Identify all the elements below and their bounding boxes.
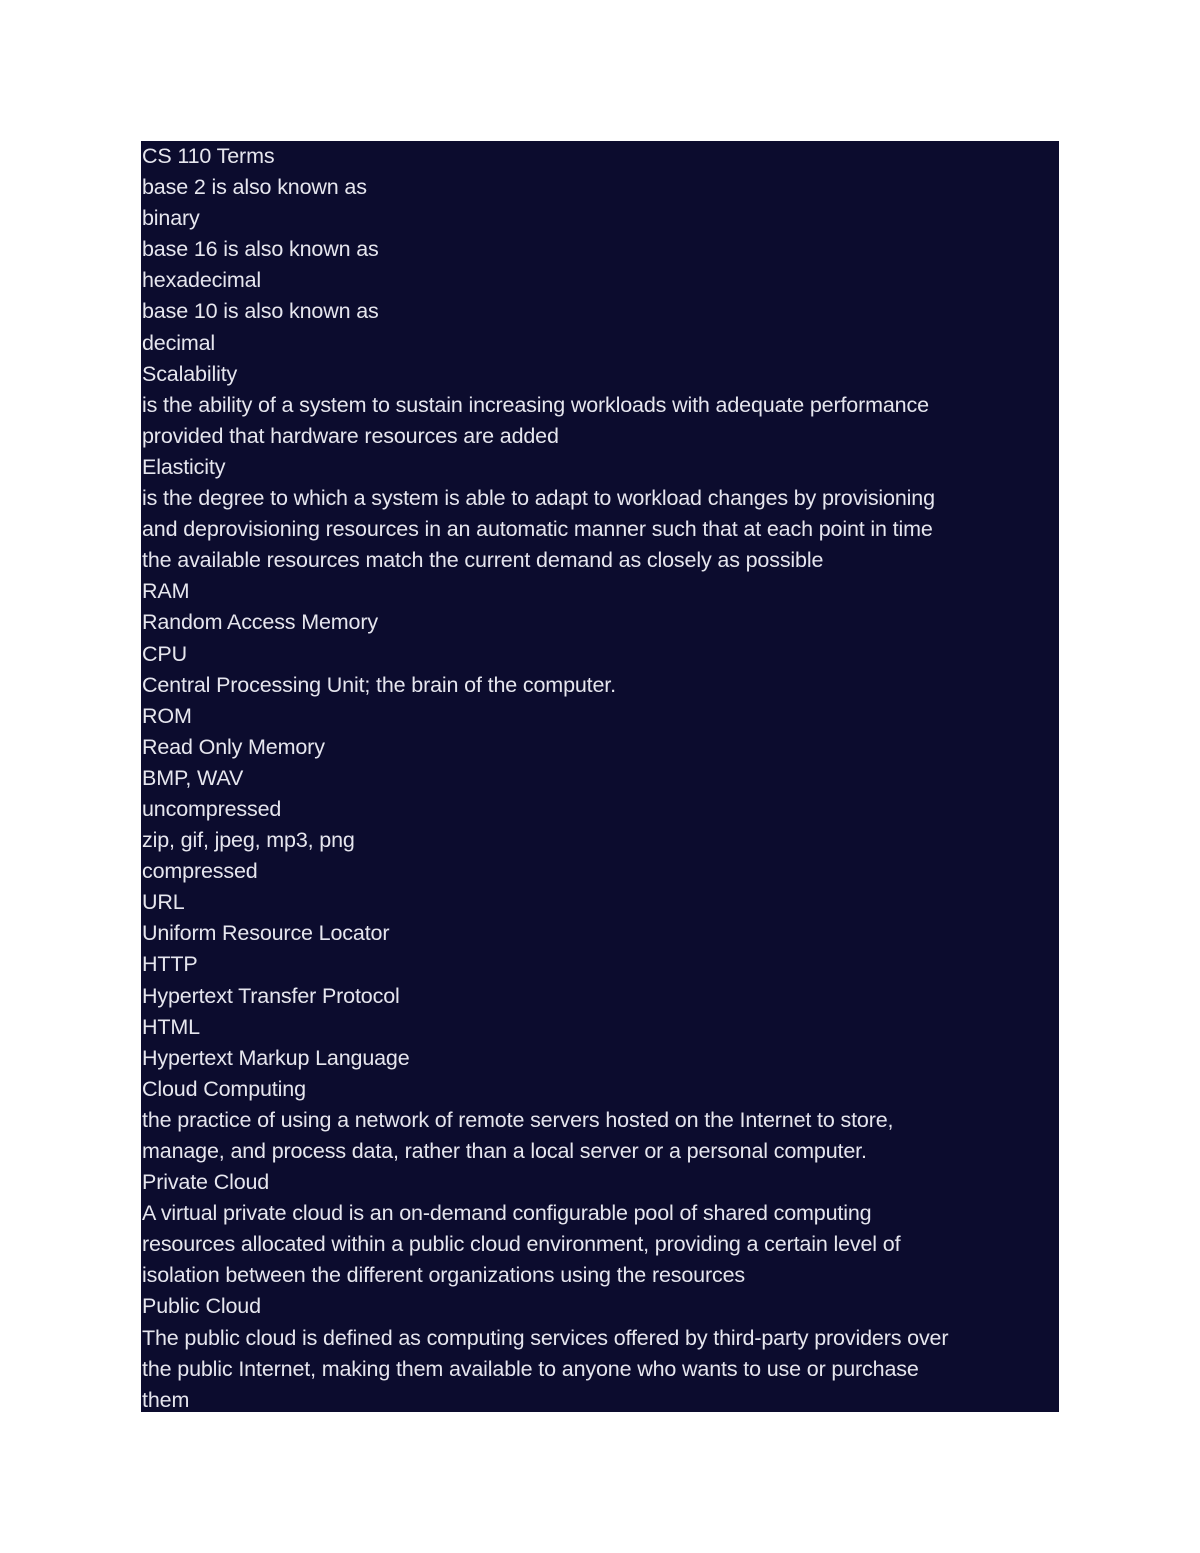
text-line: decimal — [142, 330, 216, 355]
text-line: Hypertext Markup Language — [142, 1045, 410, 1070]
text-line: provided that hardware resources are added — [142, 423, 559, 448]
text-line: A virtual private cloud is an on-demand configurable pool of shared computing — [142, 1201, 872, 1226]
text-line: Hypertext Transfer Protocol — [142, 983, 400, 1008]
text-line: zip, gif, jpeg, mp3, png — [142, 828, 355, 853]
text-line: HTTP — [142, 952, 198, 977]
text-line: compressed — [142, 859, 258, 884]
text-line: URL — [142, 890, 185, 915]
text-line: ROM — [142, 703, 192, 728]
text-line: Scalability — [142, 361, 238, 386]
document-title: CS 110 Terms — [142, 144, 275, 168]
text-line: binary — [142, 206, 200, 231]
text-line: is the ability of a system to sustain increasing workloads with adequate performance — [142, 392, 929, 417]
text-line: RAM — [142, 579, 190, 604]
text-line: base 2 is also known as — [142, 175, 367, 200]
text-line: HTML — [142, 1014, 200, 1039]
document-text-block — [141, 141, 1059, 1412]
text-line: the public Internet, making them available to anyone who wants to use or purchase — [142, 1356, 919, 1381]
text-line: Private Cloud — [142, 1170, 270, 1195]
text-line: them — [142, 1387, 190, 1412]
text-line: base 16 is also known as — [142, 237, 379, 262]
text-line: resources allocated within a public cloud environment, providing a certain level of — [142, 1232, 901, 1257]
text-line: manage, and process data, rather than a local server or a personal computer. — [142, 1139, 867, 1163]
text-line: BMP, WAV — [142, 765, 244, 790]
text-line: base 10 is also known as — [142, 299, 379, 324]
text-line: the practice of using a network of remote servers hosted on the Internet to store, — [142, 1107, 894, 1132]
text-line: the available resources match the current demand as closely as possible — [142, 548, 824, 573]
text-line: is the degree to which a system is able to adapt to workload changes by provisioning — [142, 486, 935, 511]
text-line: Read Only Memory — [142, 734, 325, 759]
document-lines — [141, 172, 1059, 1412]
text-line: Uniform Resource Locator — [142, 921, 390, 946]
text-line: Central Processing Unit; the brain of the computer. — [142, 672, 616, 697]
text-line: uncompressed — [142, 796, 282, 821]
text-line: The public cloud is defined as computing services offered by third-party providers over — [142, 1325, 949, 1350]
text-line: Cloud Computing — [142, 1076, 306, 1101]
text-line: isolation between the different organizations using the resources — [142, 1263, 745, 1288]
text-line: CPU — [142, 641, 187, 666]
text-line: Elasticity — [142, 454, 226, 479]
text-line: and deprovisioning resources in an automatic manner such that at each point in time — [142, 517, 933, 542]
text-line: Public Cloud — [142, 1294, 261, 1319]
text-line: hexadecimal — [142, 268, 262, 293]
text-line: Random Access Memory — [142, 610, 378, 635]
